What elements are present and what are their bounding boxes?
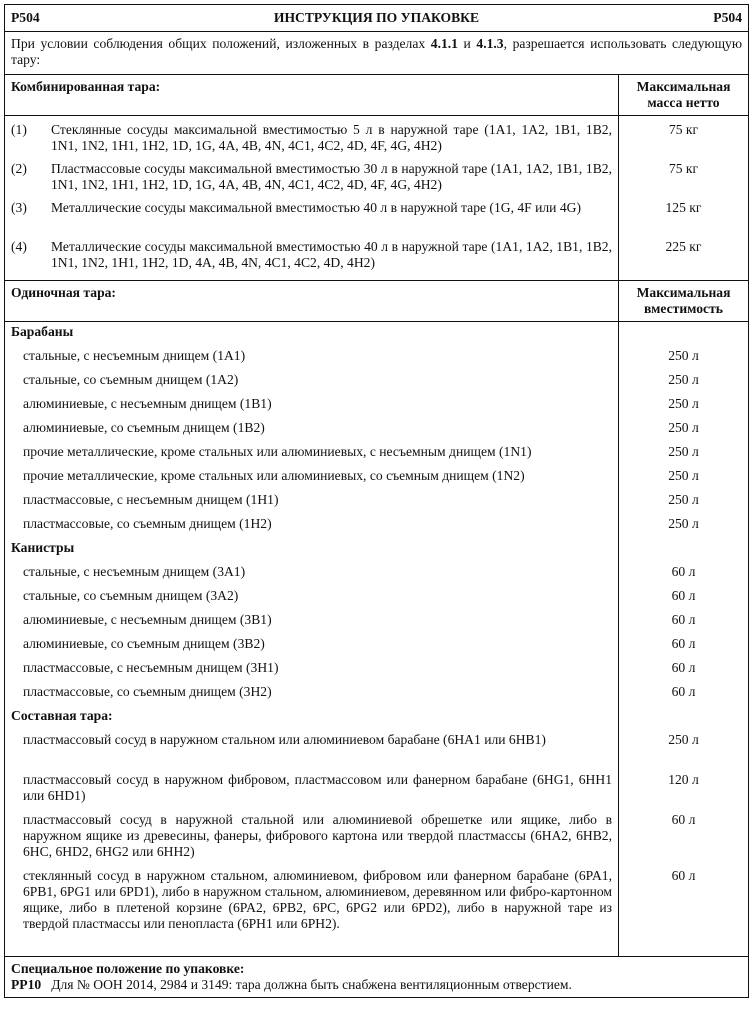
single-section-title: Одиночная тара: (5, 281, 619, 322)
combined-header-row (5, 75, 749, 116)
item-value: 60 л (671, 612, 696, 627)
list-item: прочие металлические, кроме стальных или алюминиевых, со съемным днищем (1N2) (23, 468, 525, 483)
combined-item: (2) Пластмассовые сосуды максимальной вместимостью 30 л в наружной таре (1A1, 1A2, 1B1, 1B2, 1N1, 1N2, 1H1, 1H2, 1D, 1G, 4A, 4B, 4N, 4C1, 4C2, 4D, 4F, 4G, 4H2) (11, 161, 612, 192)
item-value: 250 л (668, 348, 699, 363)
combined-item-value: 125 кг (665, 200, 702, 215)
packing-instruction-sheet (4, 4, 748, 1014)
instruction-code-right: P504 (713, 10, 742, 25)
single-items-row (5, 322, 749, 957)
list-item: пластмассовый сосуд в наружном фибровом, пластмассовом или фанерном барабане (6HG1, 6HH1 или 6HD1) (23, 772, 612, 803)
list-item: пластмассовый сосуд в наружной стальной или алюминиевой обрешетке или ящике, либо в наружном ящике из древесины, фанеры, фибрового картона или твердой пластмассы (6HA2, 6HB2, 6HC, 6HD2, 6HG2 или 6HH2) (23, 812, 612, 859)
special-provision-title: Специальное положение по упаковке: (11, 961, 245, 976)
list-item: стальные, со съемным днищем (1A2) (23, 372, 239, 387)
list-item: пластмассовые, со съемным днищем (3H2) (23, 684, 272, 699)
combined-item-value: 225 кг (665, 239, 702, 254)
list-item: стальные, со съемным днищем (3A2) (23, 588, 239, 603)
list-item: прочие металлические, кроме стальных или алюминиевых, с несъемным днищем (1N1) (23, 444, 532, 459)
combined-values (619, 116, 749, 281)
max-net-mass-header: Максимальная масса нетто (619, 75, 749, 116)
item-value: 250 л (668, 732, 699, 747)
intro-row (5, 32, 749, 75)
list-item: алюминиевые, со съемным днищем (1B2) (23, 420, 265, 435)
combined-item: (4) Металлические сосуды максимальной вместимостью 40 л в наружной таре (1A1, 1A2, 1B1, 1B2, 1N1, 1N2, 1H1, 1H2, 1D, 4A, 4B, 4N, 4C1, 4C2, 4D, 4H2) (11, 239, 612, 270)
item-value: 250 л (668, 516, 699, 531)
max-capacity-header: Максимальная вместимость (619, 281, 749, 322)
item-value: 250 л (668, 420, 699, 435)
section-ref-4-1-3: 4.1.3 (476, 36, 504, 51)
drums-group-title: Барабаны (11, 324, 74, 339)
list-item: алюминиевые, со съемным днищем (3B2) (23, 636, 265, 651)
combined-item-value: 75 кг (668, 122, 699, 137)
jerricans-group-title: Канистры (11, 540, 75, 555)
item-value: 250 л (668, 444, 699, 459)
item-value: 250 л (668, 468, 699, 483)
list-item: пластмассовый сосуд в наружном стальном или алюминиевом барабане (6HA1 или 6HB1) (23, 732, 546, 747)
item-value: 60 л (671, 636, 696, 651)
combined-section-title: Комбинированная тара: (5, 75, 619, 116)
combined-items-row (5, 116, 749, 281)
combined-item: (1) Стеклянные сосуды максимальной вместимостью 5 л в наружной таре (1A1, 1A2, 1B1, 1B2, 1N1, 1N2, 1H1, 1H2, 1D, 1G, 4A, 4B, 4N, 4C1, 4C2, 4D, 4F, 4G, 4H2) (11, 122, 612, 153)
single-values (619, 322, 749, 957)
item-value: 120 л (668, 772, 699, 787)
packing-instruction-table (4, 4, 749, 998)
item-value: 250 л (668, 396, 699, 411)
item-value: 60 л (671, 660, 696, 675)
special-provision-code: PP10 (11, 977, 42, 992)
item-value: 60 л (671, 868, 696, 883)
item-value: 250 л (668, 372, 699, 387)
list-item: стеклянный сосуд в наружном стальном, алюминиевом, фибровом или фанерном барабане (6PA1, 6PB1, 6PG1 или 6PD1), либо в наружном стальном, алюминиевом, деревянном или фибро-картонном ящике, либо в плетеной корзине (6PA2, 6PB2, 6PC, 6PG2 или 6PD2), либо в наружной таре из твердой пластмассы или пенопласта (6PH1 или 6PH2). (23, 868, 612, 931)
list-item: стальные, с несъемным днищем (1A1) (23, 348, 246, 363)
combined-items-list (5, 116, 619, 281)
special-provision (5, 957, 749, 998)
item-value: 60 л (671, 588, 696, 603)
composite-group-title: Составная тара: (11, 708, 113, 723)
list-item: стальные, с несъемным днищем (3A1) (23, 564, 246, 579)
section-ref-4-1-1: 4.1.1 (430, 36, 458, 51)
intro-text: При условии соблюдения общих положений, изложенных в разделах 4.1.1 и 4.1.3, разрешается использовать следующую тару: (5, 32, 749, 75)
list-item: пластмассовые, со съемным днищем (1H2) (23, 516, 272, 531)
special-provision-row (5, 957, 749, 998)
combined-item-value: 75 кг (668, 161, 699, 176)
instruction-code-left: P504 (11, 10, 40, 25)
list-item: алюминиевые, с несъемным днищем (3B1) (23, 612, 272, 627)
list-item: пластмассовые, с несъемным днищем (3H1) (23, 660, 279, 675)
special-provision-text: PP10 Для № ООН 2014, 2984 и 3149: тара должна быть снабжена вентиляционным отверстием. (11, 977, 572, 992)
single-items-list (5, 322, 619, 957)
item-value: 60 л (671, 812, 696, 827)
single-header-row (5, 281, 749, 322)
item-value: 250 л (668, 492, 699, 507)
item-value: 60 л (671, 684, 696, 699)
item-value: 60 л (671, 564, 696, 579)
combined-item: (3) Металлические сосуды максимальной вместимостью 40 л в наружной таре (1G, 4F или 4G) (11, 200, 581, 215)
instruction-title: ИНСТРУКЦИЯ ПО УПАКОВКЕ (273, 10, 480, 25)
list-item: пластмассовые, с несъемным днищем (1H1) (23, 492, 279, 507)
header-row (5, 5, 749, 32)
list-item: алюминиевые, с несъемным днищем (1B1) (23, 396, 272, 411)
